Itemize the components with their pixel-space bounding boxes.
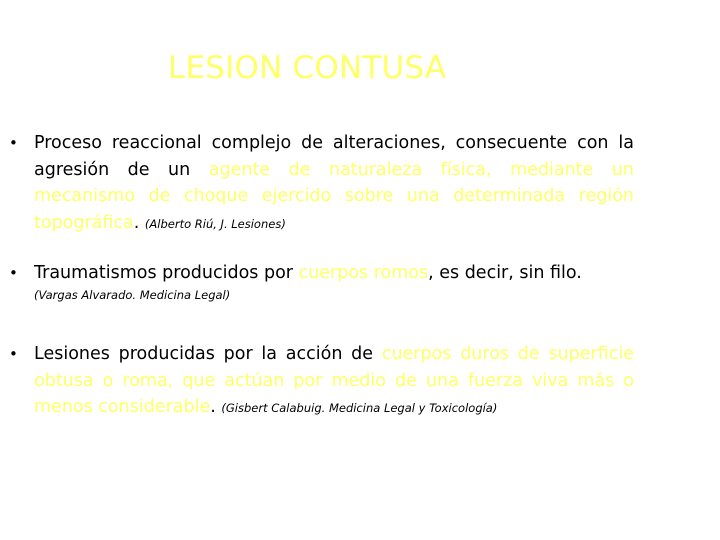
bullet-text-2-part-3: , es decir, sin filo. [428,263,582,283]
bullet-dot-icon: • [9,345,18,363]
bullet-dot-icon: • [9,134,18,152]
citation-2: (Vargas Alvarado. Medicina Legal) [34,288,231,302]
bullet-text-2-highlight: cuerpos romos [298,263,429,283]
bullet-text-1-part-3: . [133,212,145,233]
bullet-text-1 [34,130,634,237]
bullet-text-3 [34,341,634,422]
bullet-text-2-part-1: Traumatismos producidos por [34,263,299,283]
citation-3: (Gisbert Calabuig. Medicina Legal y Toxicología) [221,401,498,415]
citation-1: (Alberto Riú, J. Lesiones) [144,216,286,231]
bullet-text-3-highlight: cuerpos duros de superficie obtusa o roma, que actúan por medio de una fuerza viva más o menos considerable [34,344,634,417]
slide-title: LESION CONTUSA [168,50,447,86]
bullet-text-3-part-3: . [210,397,222,417]
bullet-dot-icon: • [9,264,18,282]
bullet-text-3-part-1: Lesiones producidas por la acción de [34,344,382,364]
bullet-text-1-highlight: agente de naturaleza física, mediante un mecanismo de choque ejercido sobre una determinada región topográfica [34,159,634,233]
bullet-text-1-part-1: Proceso reaccional complejo de alteraciones, consecuente con la agresión de un [34,133,634,180]
bullet-text-2 [34,260,634,287]
